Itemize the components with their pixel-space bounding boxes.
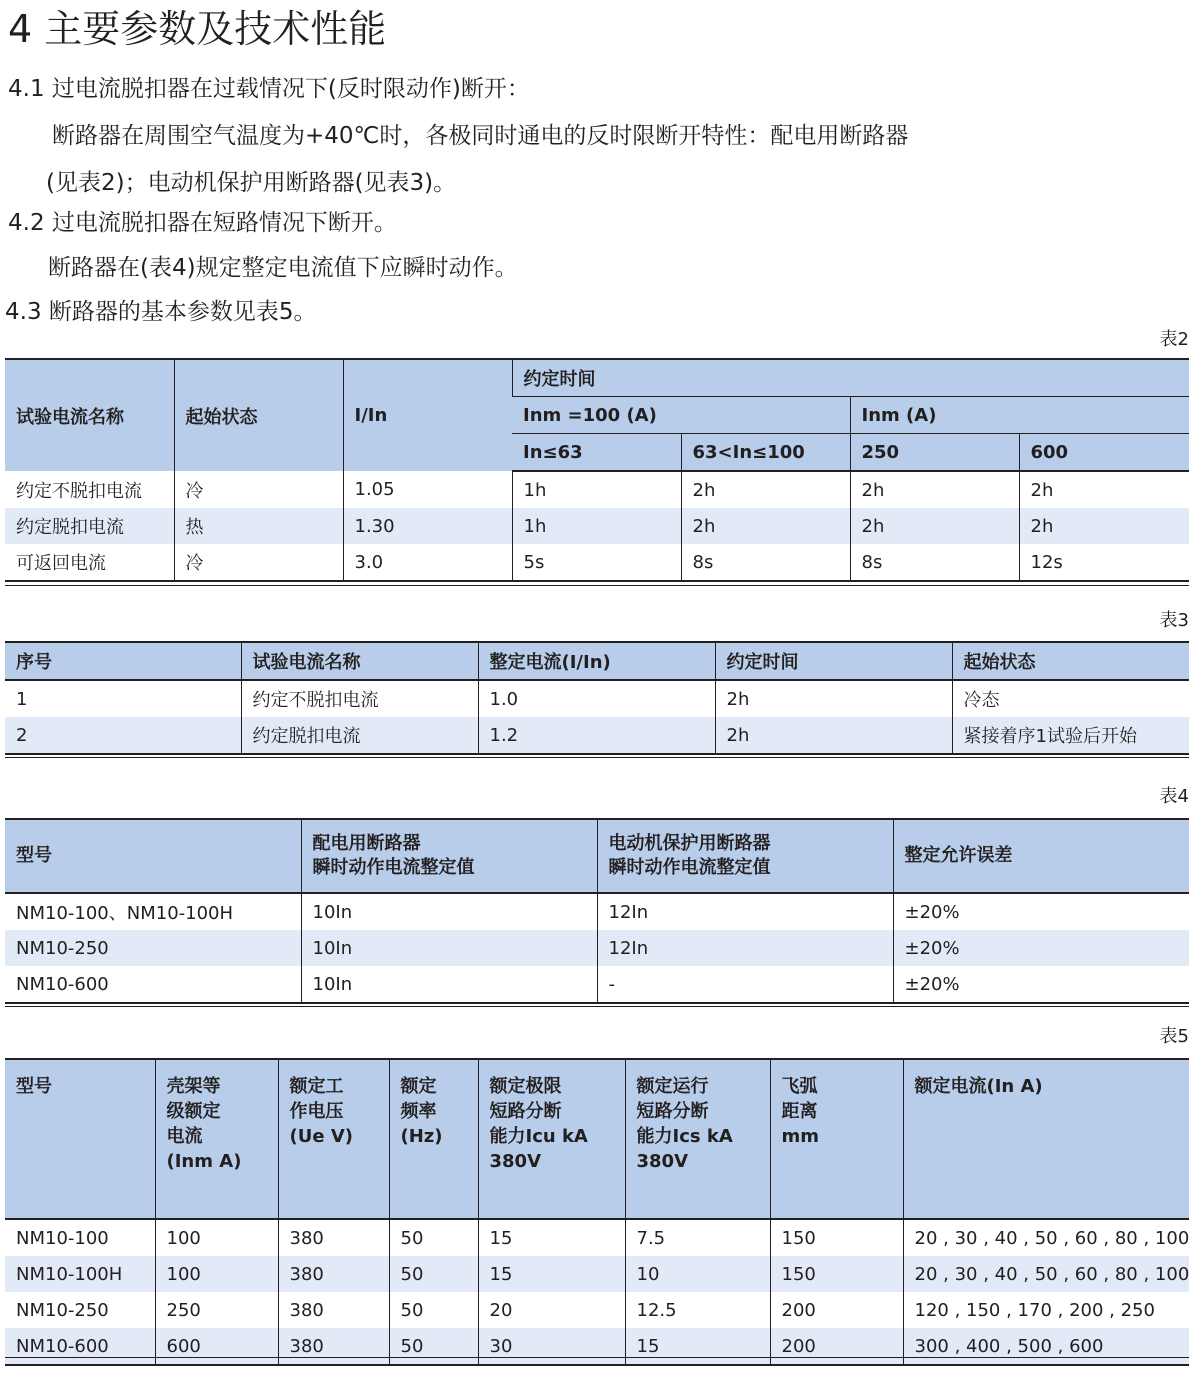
header-line: 作电压 [289,1101,344,1122]
table4-header-distribution [301,819,597,893]
header-line: 短路分断 [489,1101,562,1122]
table-cell: 2h [1019,471,1189,508]
table-row [5,1256,1189,1292]
table-cell: 可返回电流 [5,544,174,581]
table-cell: 380 [278,1256,389,1292]
table-cell: 2h [681,471,850,508]
table4 [5,818,1189,1004]
table-row [5,680,1189,717]
header-line: 额定电流(In A) [914,1076,1043,1097]
header-line: (Hz) [400,1126,443,1147]
table-cell: 200 [770,1328,903,1365]
table-cell: 10In [301,893,597,930]
header-line: 型号 [16,1076,52,1097]
table-cell: 1.05 [343,471,512,508]
header-line: 能力Icu kA [489,1126,588,1147]
table-row [5,1292,1189,1328]
table2-caption: 表2 [1159,329,1189,350]
table4-header-tolerance: 整定允许误差 [893,819,1189,893]
page-title: 4 主要参数及技术性能 [8,7,387,51]
table-cell: 150 [770,1219,903,1256]
header-line: mm [781,1126,820,1147]
header-line: 壳架等 [166,1076,221,1097]
table5-header-rated-voltage [278,1059,389,1219]
header-line: 能力Ics kA [636,1126,733,1147]
table-cell: NM10-100H [5,1256,155,1292]
table-row [5,1219,1189,1256]
table-cell: 2h [681,508,850,544]
table4-header-motor [597,819,893,893]
table2-header-250: 250 [850,434,1019,472]
table3-header-setting-current: 整定电流(I/In) [478,642,715,680]
table-cell: 50 [389,1328,478,1365]
table-row [5,544,1189,581]
table-row [5,893,1189,930]
header-line: 频率 [400,1101,437,1122]
section-4-3-heading: 4.3 断路器的基本参数见表5。 [5,299,317,325]
header-line: 额定 [400,1076,437,1097]
header-line: 380V [489,1151,542,1172]
table-cell: 冷 [174,544,343,581]
table-cell: 约定脱扣电流 [5,508,174,544]
table-cell: 380 [278,1292,389,1328]
table-cell: ±20% [893,966,1189,1003]
table2-header-le63: In≤63 [512,434,681,472]
table2-header-inm: Inm (A) [850,397,1189,434]
table5-bottom-rule [5,1357,1189,1358]
table5-header-frequency [389,1059,478,1219]
table-cell: 50 [389,1219,478,1256]
table-cell: 2h [715,680,952,717]
table-cell: 12s [1019,544,1189,581]
table-cell: NM10-100 [16,1227,109,1249]
header-line: 额定运行 [636,1076,709,1097]
table-cell: 120 , 150 , 170 , 200 , 250 [903,1292,1189,1328]
table5-header-model [5,1059,155,1219]
table2-header-63-100: 63<In≤100 [681,434,850,472]
table-cell: 50 [389,1292,478,1328]
header-line: 瞬时动作电流整定值 [608,857,771,878]
table-cell: 7.5 [625,1219,770,1256]
table5-header-arc-distance [770,1059,903,1219]
table-cell: NM10-250 [5,930,301,966]
table-cell: 紧接着序1试验后开始 [952,717,1189,754]
table-cell: 600 [155,1328,278,1365]
table-cell: 10In [301,930,597,966]
table-cell: 15 [625,1328,770,1365]
table2-header-agreed-time: 约定时间 [512,359,1189,397]
table2-header-initial-state: 起始状态 [174,359,343,471]
table-cell: 约定不脱扣电流 [241,680,478,717]
table-cell: 1.2 [478,717,715,754]
table-cell: 300 , 400 , 500 , 600 [903,1328,1189,1365]
table5 [5,1058,1189,1366]
table-cell: 2 [5,717,241,754]
table-cell: 200 [770,1292,903,1328]
table-cell: 12.5 [625,1292,770,1328]
table-cell: 1.0 [478,680,715,717]
header-line: 电流 [166,1126,203,1147]
header-line: (Ue V) [289,1126,353,1147]
header-line: 短路分断 [636,1101,709,1122]
table4-caption: 表4 [1159,786,1189,807]
table2-header-test-current: 试验电流名称 [5,359,174,471]
table5-header-icu [478,1059,625,1219]
table-cell: ±20% [893,893,1189,930]
table5-header-rated-current [903,1059,1189,1219]
table2-header-ratio: I/In [343,359,512,471]
table-cell: NM10-100、NM10-100H [16,903,234,924]
header-line: (Inm A) [166,1151,242,1172]
table-cell: 3.0 [343,544,512,581]
table-row [5,966,1189,1003]
table4-bottom-rule [5,1006,1189,1007]
table3-header-test-current: 试验电流名称 [241,642,478,680]
table5-header-ics [625,1059,770,1219]
section-4-1-body-line2: (见表2)；电动机保护用断路器(见表3)。 [46,170,457,196]
table-cell: 50 [389,1256,478,1292]
table-cell: 热 [174,508,343,544]
table-cell: 1h [512,471,681,508]
section-4-2-body: 断路器在(表4)规定整定电流值下应瞬时动作。 [48,255,518,281]
table-row [5,1328,1189,1365]
section-4-1-heading: 4.1 过电流脱扣器在过载情况下(反时限动作)断开： [8,76,530,102]
table2-bottom-rule [5,585,1189,586]
table5-header-frame-current [155,1059,278,1219]
table-cell: 380 [278,1328,389,1365]
table4-header-model: 型号 [5,819,301,893]
table-cell: 150 [770,1256,903,1292]
table-cell: 冷态 [952,680,1189,717]
table-cell: 100 [155,1219,278,1256]
header-line: 瞬时动作电流整定值 [312,857,475,878]
table2 [5,358,1189,582]
table-cell: 8s [681,544,850,581]
table-cell: 冷 [174,471,343,508]
table-cell: 约定不脱扣电流 [16,480,142,502]
table-cell: 20 , 30 , 40 , 50 , 60 , 80 , 100 [903,1256,1189,1292]
table5-caption: 表5 [1159,1026,1189,1047]
table-cell: ±20% [893,930,1189,966]
table2-header-inm100: Inm =100 (A) [512,397,850,434]
header-line: 飞弧 [781,1076,818,1097]
table-cell: 8s [850,544,1019,581]
header-line: 380V [636,1151,689,1172]
table-cell: 约定脱扣电流 [241,717,478,754]
table-row [5,471,1189,508]
header-line: 电动机保护用断路器 [608,833,771,854]
table-cell: 5s [512,544,681,581]
table-cell: 250 [155,1292,278,1328]
table3-header-seq: 序号 [5,642,241,680]
table-cell: - [597,966,893,1003]
header-line: 距离 [781,1101,818,1122]
table-row [5,930,1189,966]
table-cell: 2h [715,717,952,754]
table-cell: 15 [478,1219,625,1256]
header-line: 额定极限 [489,1076,562,1097]
table-cell: 1 [16,688,28,710]
table-cell: 20 , 30 , 40 , 50 , 60 , 80 , 100 [903,1219,1189,1256]
table3 [5,641,1189,755]
table-cell: 15 [478,1256,625,1292]
table2-header-600: 600 [1019,434,1189,472]
table-cell: NM10-600 [5,1328,155,1365]
table3-header-initial-state: 起始状态 [952,642,1189,680]
table-cell: 10 [625,1256,770,1292]
table-cell: 20 [478,1292,625,1328]
table-row [5,508,1189,544]
table3-header-agreed-time: 约定时间 [715,642,952,680]
table-cell: 12In [597,893,893,930]
header-line: 级额定 [166,1101,221,1122]
section-4-1-body-line1: 断路器在周围空气温度为+40℃时，各极同时通电的反时限断开特性：配电用断路器 [52,123,909,149]
header-line: 额定工 [289,1076,344,1097]
header-line: 配电用断路器 [312,833,421,854]
table-cell: 1.30 [343,508,512,544]
table3-bottom-rule [5,757,1189,758]
table-cell: 10In [301,966,597,1003]
table-cell: 2h [1019,508,1189,544]
table-cell: NM10-250 [16,1299,109,1321]
table3-caption: 表3 [1159,610,1189,631]
section-4-2-heading: 4.2 过电流脱扣器在短路情况下断开。 [8,210,397,236]
table-row [5,717,1189,754]
table-cell: NM10-600 [5,966,301,1003]
table-cell: 100 [155,1256,278,1292]
table-cell: 2h [850,508,1019,544]
table-cell: 30 [478,1328,625,1365]
table-cell: 1h [512,508,681,544]
table-cell: 12In [597,930,893,966]
table-cell: 2h [850,471,1019,508]
table-cell: 380 [278,1219,389,1256]
